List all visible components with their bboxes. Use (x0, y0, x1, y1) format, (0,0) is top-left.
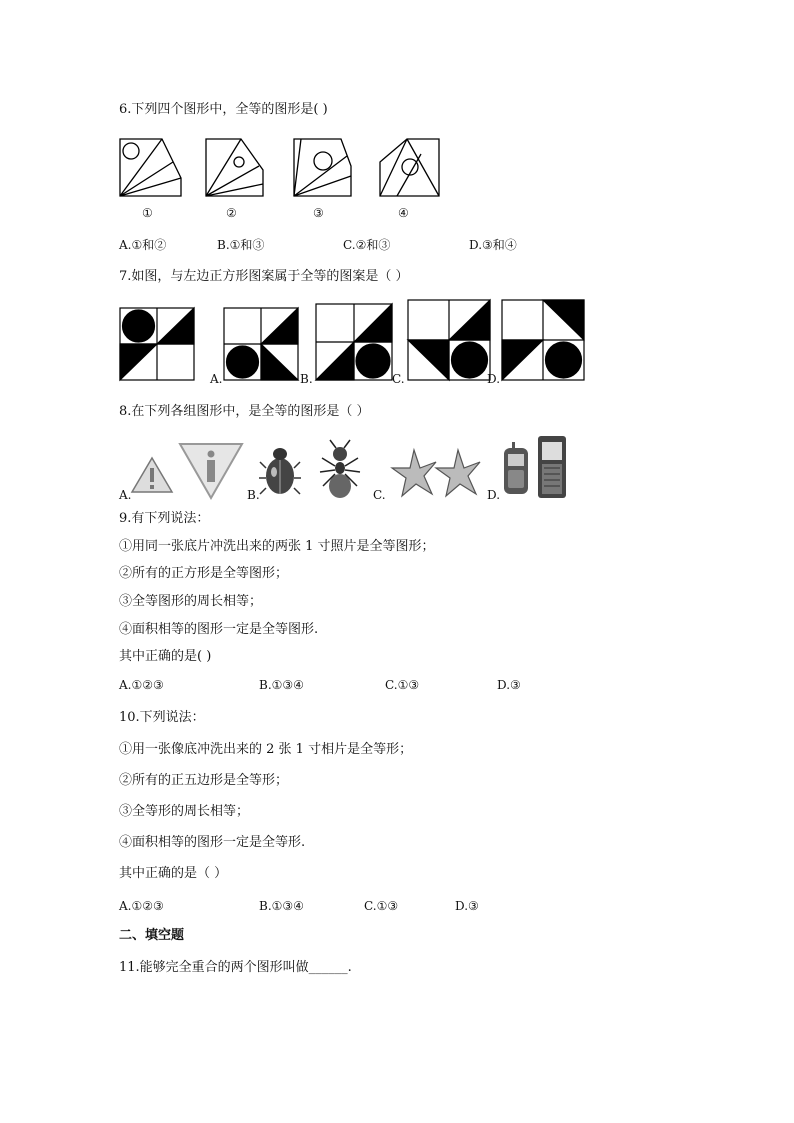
q8-stem: 8.在下列各组图形中，是全等的图形是（ ） (119, 404, 370, 419)
q9-statement-1: ①用同一张底片冲洗出来的两张 1 寸照片是全等图形； (119, 539, 435, 554)
q6-option-a[interactable]: A.①和② (119, 238, 167, 252)
q7-option-d[interactable]: D. (487, 372, 501, 386)
q10-option-d[interactable]: D.③ (455, 899, 479, 913)
q6-option-c[interactable]: C.②和③ (343, 238, 391, 252)
q6-figures (115, 134, 455, 206)
q7-option-a-figure (224, 308, 298, 380)
warning-triangle-icon (132, 458, 172, 492)
q10-option-c[interactable]: C.①③ (364, 899, 399, 913)
q9-option-c[interactable]: C.①③ (385, 678, 420, 692)
q8-option-c[interactable]: C. (373, 488, 386, 502)
q10-question: 其中正确的是（ ） (119, 866, 228, 881)
q8-option-d[interactable]: D. (487, 488, 501, 502)
q6-option-d[interactable]: D.③和④ (469, 238, 517, 252)
starfish-icon (392, 450, 436, 496)
q8-option-b[interactable]: B. (247, 488, 260, 502)
q10-statement-3: ③全等形的周长相等； (119, 804, 250, 819)
beetle-icon (259, 448, 301, 494)
card-phone-icon (538, 436, 566, 498)
q6-figure-1 (120, 139, 181, 196)
q6-figure-4 (380, 139, 439, 196)
q6-label-4: ④ (398, 206, 409, 220)
q7-option-c[interactable]: C. (392, 372, 405, 386)
q6-stem: 6.下列四个图形中，全等的图形是( ) (119, 102, 328, 117)
q10-statement-2: ②所有的正五边形是全等形； (119, 773, 289, 788)
q9-option-a[interactable]: A.①②③ (119, 678, 164, 692)
q7-option-d-figure (502, 300, 584, 380)
q10-option-b[interactable]: B.①③④ (259, 899, 304, 913)
section-title: 二、填空题 (119, 928, 185, 943)
q9-statement-2: ②所有的正方形是全等图形； (119, 566, 289, 581)
q6-label-1: ① (142, 206, 153, 220)
q9-stem: 9.有下列说法： (119, 511, 210, 526)
q7-option-a[interactable]: A. (210, 372, 223, 386)
q7-option-b-figure (316, 304, 392, 380)
q9-option-d[interactable]: D.③ (497, 678, 521, 692)
inverted-triangle-icon (180, 444, 242, 498)
q10-statement-4: ④面积相等的图形一定是全等形. (119, 835, 306, 850)
q8-option-a[interactable]: A. (119, 488, 132, 502)
q9-statement-4: ④面积相等的图形一定是全等图形. (119, 622, 319, 637)
q9-question: 其中正确的是( ) (119, 649, 212, 664)
q11-stem: 11.能够完全重合的两个图形叫做______. (119, 960, 352, 975)
q8-figures (130, 432, 580, 502)
q10-stem: 10.下列说法： (119, 710, 205, 725)
q10-statement-1: ①用一张像底冲洗出来的 2 张 1 寸相片是全等形； (119, 742, 413, 757)
q7-stem: 7.如图，与左边正方形图案属于全等的图案是（ ） (119, 269, 409, 284)
q6-label-2: ② (226, 206, 237, 220)
q6-figure-2 (206, 139, 263, 196)
q9-statement-3: ③全等图形的周长相等； (119, 594, 263, 609)
q7-option-c-figure (408, 300, 490, 380)
ant-icon (320, 440, 360, 498)
q6-label-3: ③ (313, 206, 324, 220)
q7-figures (118, 298, 588, 384)
mobile-phone-icon (504, 442, 528, 494)
q7-reference-square (120, 308, 194, 380)
starfish-icon-2 (436, 450, 480, 496)
q6-figure-3 (294, 139, 351, 196)
q9-option-b[interactable]: B.①③④ (259, 678, 304, 692)
q10-option-a[interactable]: A.①②③ (119, 899, 164, 913)
q6-option-b[interactable]: B.①和③ (217, 238, 265, 252)
q7-option-b[interactable]: B. (300, 372, 313, 386)
